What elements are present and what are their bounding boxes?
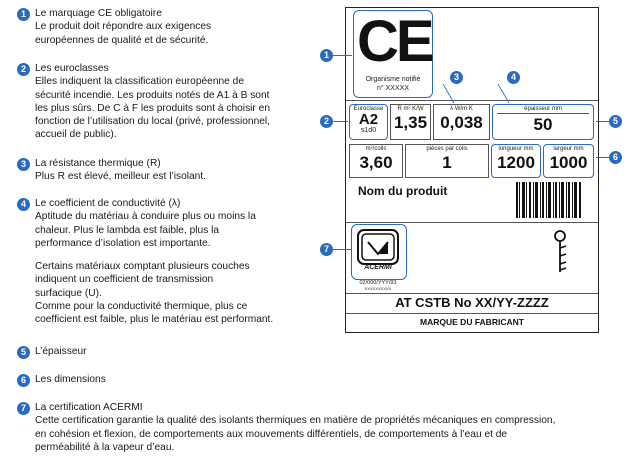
section-5	[17, 345, 87, 358]
badge-5: 5	[17, 346, 30, 359]
section-7	[17, 401, 632, 454]
largeur-cell	[543, 144, 594, 178]
section-3	[17, 157, 206, 184]
section-line: performance d’isolation est importante.	[35, 237, 211, 249]
section-title: La résistance thermique (R)	[35, 158, 161, 169]
pieces-cell	[405, 144, 489, 178]
largeur-value: 1000	[549, 153, 588, 172]
lambda-label: λ W/m K	[450, 106, 473, 112]
section-line: perméabilité à la vapeur d’eau.	[35, 441, 175, 453]
callout-4: 4	[507, 71, 520, 84]
organisme-number: n° XXXXX	[377, 85, 409, 92]
hook-icon	[550, 228, 570, 274]
section-line: surfacique (U).	[35, 287, 102, 299]
euroclasse-cell	[349, 104, 388, 140]
pieces-label: pièces par colis	[426, 146, 468, 152]
longueur-value: 1200	[497, 153, 535, 172]
section-line: Cette certification garantie la qualité des isolants thermiques en matière de propriétés mécaniques en compression,	[35, 415, 556, 427]
product-name: Nom du produit	[358, 184, 448, 198]
callout-line	[333, 121, 348, 122]
callout-3: 3	[450, 71, 463, 84]
callout-1: 1	[320, 49, 333, 62]
euroclasse-label: Euroclasse	[353, 106, 384, 112]
divider	[346, 100, 598, 101]
longueur-cell	[491, 144, 541, 178]
euroclasse-value: A2	[358, 111, 379, 128]
product-label	[345, 7, 599, 333]
marque-fabricant: MARQUE DU FABRICANT	[420, 317, 524, 327]
section-title: Les dimensions	[35, 374, 106, 385]
section-line: Comme pour la conductivité thermique, plus ce	[35, 301, 248, 313]
epaisseur-label: épaisseur mm	[524, 106, 562, 112]
acermi-code: 02/000/YYY/93	[359, 280, 397, 286]
callout-line	[333, 249, 351, 250]
section-line: Le produit doit répondre aux exigences	[35, 21, 212, 33]
badge-2: 2	[17, 63, 30, 76]
badge-4: 4	[17, 198, 30, 211]
callout-5: 5	[609, 115, 622, 128]
section-line: Aptitude du matériau à conduire plus ou moins la	[35, 211, 256, 223]
badge-6: 6	[17, 374, 30, 387]
epaisseur-value: 50	[533, 115, 553, 134]
section-line: accueil de public).	[35, 129, 117, 141]
r-value: 1,35	[393, 113, 428, 132]
section-title: Les euroclasses	[35, 63, 109, 74]
divider	[346, 222, 598, 223]
divider	[346, 313, 598, 314]
r-cell	[390, 104, 431, 140]
section-1	[17, 7, 211, 47]
badge-7: 7	[17, 402, 30, 415]
largeur-label: largeur mm	[553, 146, 584, 152]
section-6	[17, 373, 106, 386]
section-line: Elles indiquent la classification européenne de	[35, 76, 244, 88]
section-2	[17, 62, 270, 142]
section-line: sécurité incendie. Les produits notés de A1 à B sont	[35, 89, 270, 101]
euroclasse-sub: s1d0	[360, 127, 377, 134]
m2-label: m²/colis	[365, 146, 387, 152]
section-line: Certains matériaux comptant plusieurs couches	[35, 261, 250, 273]
section-title: L’épaisseur	[35, 346, 87, 357]
organisme-label: Organisme notifié	[365, 76, 421, 83]
section-line: Plus R est élevé, meilleur est l’isolant.	[35, 171, 206, 183]
callout-7: 7	[320, 243, 333, 256]
section-line: coefficient est faible, plus le matériau est performant.	[35, 314, 274, 326]
section-line: indiquent un coefficient de transmission	[35, 274, 214, 286]
callout-line	[333, 55, 352, 56]
lambda-value: 0,038	[440, 113, 483, 132]
callout-line	[596, 157, 609, 158]
section-spacer	[35, 250, 273, 260]
section-line: fonction de l’utilisation du local (privé, professionnel,	[35, 116, 271, 128]
section-line: les plus sûrs. De C à F les produits sont à choisir en	[35, 102, 270, 114]
section-line: en cohésion et flexion, de comportements aux mouvements différentiels, de comportements à l’eau et de	[35, 428, 508, 440]
badge-1: 1	[17, 8, 30, 21]
m2-cell	[349, 144, 403, 178]
section-4	[17, 197, 273, 327]
m2-value: 3,60	[359, 153, 393, 172]
section-line: européennes de qualité et de sécurité.	[35, 34, 209, 46]
epaisseur-cell	[492, 104, 594, 140]
acermi-sub: XXXXXXXXXX	[364, 286, 392, 291]
callout-6: 6	[609, 151, 622, 164]
section-line: chaleur. Plus le lambda est faible, plus la	[35, 224, 220, 236]
section-title: Le marquage CE obligatoire	[35, 8, 162, 19]
callout-2: 2	[320, 115, 333, 128]
acermi-brand: ACERMI	[364, 264, 392, 271]
lambda-cell	[433, 104, 490, 140]
r-label: R m² K/W	[397, 106, 424, 112]
section-title: Le coefficient de conductivité (λ)	[35, 198, 181, 209]
pieces-value: 1	[442, 153, 452, 172]
callout-line	[596, 121, 609, 122]
badge-3: 3	[17, 158, 30, 171]
barcode-icon	[516, 182, 582, 218]
section-title: La certification ACERMI	[35, 402, 143, 413]
longueur-label: longueur mm	[498, 146, 534, 152]
divider	[346, 293, 598, 294]
at-cstb: AT CSTB No XX/YY-ZZZZ	[395, 295, 549, 310]
ce-mark: CE	[357, 9, 432, 74]
